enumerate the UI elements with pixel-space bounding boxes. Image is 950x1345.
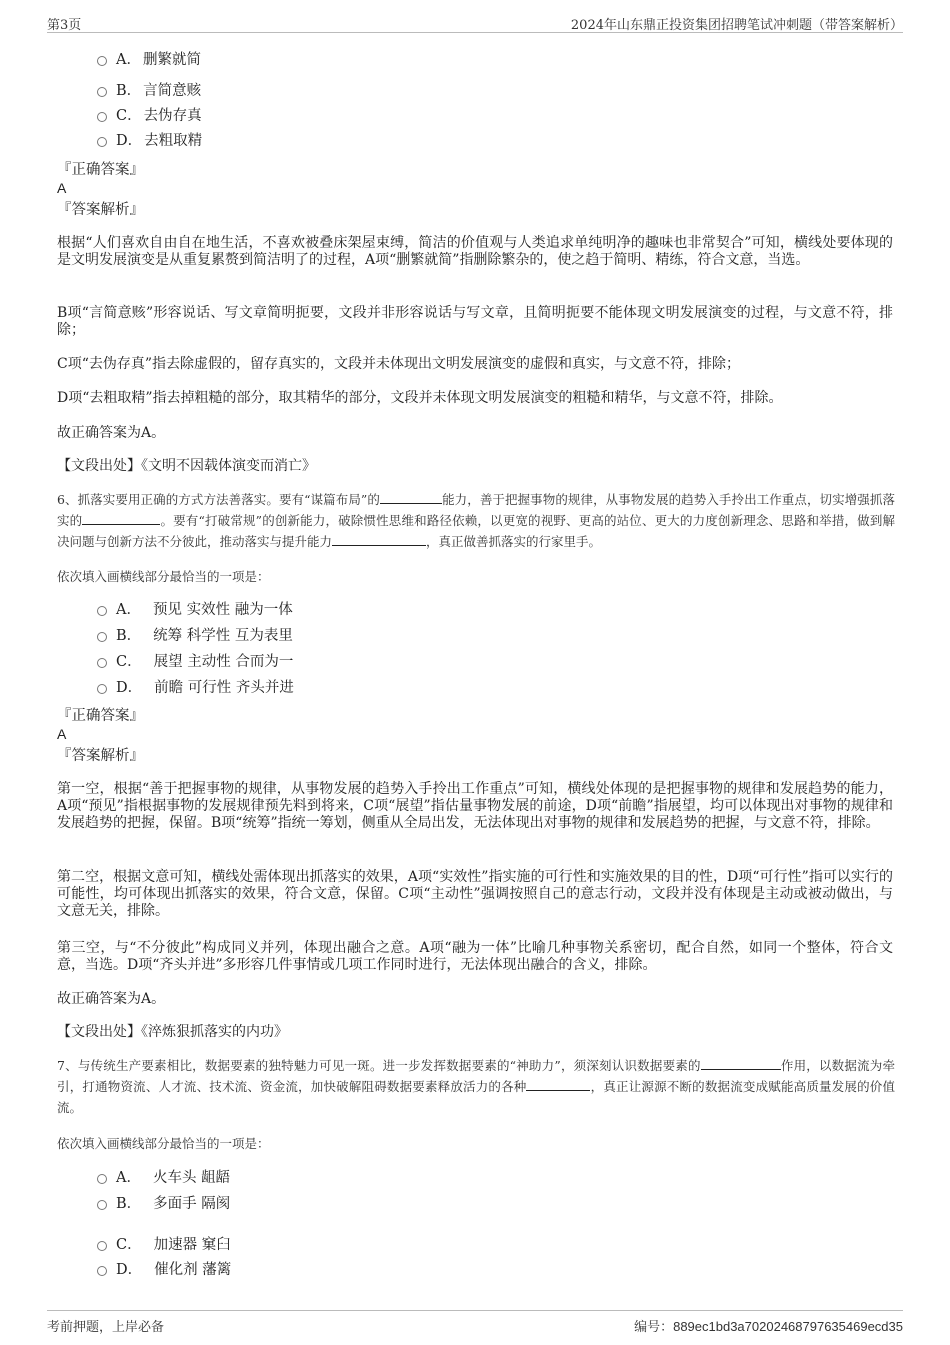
- q6-analysis-p3: 第三空，与“不分彼此”构成同义并列，体现出融合之意。A项“融为一体”比喻几种事物关系密切，配合自然，如同一个整体，符合文意，当选。D项“齐头并进”多形容几件事情或几项工作同时进行，无法体现出融合的含义，排除。: [57, 940, 893, 973]
- q6-analysis-label: 『答案解析』: [57, 748, 144, 764]
- page-header: [47, 10, 903, 33]
- option-letter: D．: [116, 1262, 143, 1278]
- option-letter: A．: [116, 602, 141, 618]
- radio-icon[interactable]: [97, 606, 107, 616]
- q7-option-c[interactable]: [97, 1235, 231, 1255]
- q7-option-b[interactable]: [97, 1194, 230, 1214]
- radio-icon[interactable]: [97, 56, 107, 66]
- q5-answer-label: 『正确答案』: [57, 162, 144, 178]
- q6-option-c[interactable]: [97, 652, 293, 672]
- radio-icon[interactable]: [97, 112, 107, 122]
- q6-blank-2: [82, 511, 160, 525]
- radio-icon[interactable]: [97, 1266, 107, 1276]
- q7-stem-part: 作用，以数据流为牵引，打通物资流、人才流、技术流、资金流，加快破解阻碍数据要素释放活力的各种: [57, 1058, 895, 1094]
- q7-prompt: 依次填入画横线部分最恰当的一项是：: [57, 1136, 270, 1151]
- option-letter: D．: [116, 133, 143, 149]
- q6-blank-3: [332, 532, 426, 546]
- q7-option-d[interactable]: [97, 1260, 231, 1280]
- q5-option-c[interactable]: [97, 106, 202, 126]
- radio-icon[interactable]: [97, 684, 107, 694]
- q6-answer-label: 『正确答案』: [57, 708, 144, 724]
- option-text: 去粗取精: [144, 133, 203, 149]
- document-title: 2024年山东鼎正投资集团招聘笔试冲刺题（带答案解析）: [570, 18, 903, 33]
- q6-analysis-p2: 第二空，根据文意可知，横线处需体现出抓落实的效果，A项“实效性”指实施的可行性和实施效果的目的性，D项“可行性”指可以实行的可能性，均可体现出抓落实的效果，符合文意，保留。C项“主动性”强调按照自己的意志行动，文段并没有体现是主动或被动做出，与文意无关，排除。: [57, 869, 893, 919]
- document-code: [634, 1316, 903, 1335]
- q5-analysis-p2: B项“言简意赅”形容说话、写文章简明扼要，文段并非形容说话与写文章，且简明扼要不能体现文明发展演变的过程，与文意不符，排除；: [57, 305, 893, 338]
- q5-source: 【文段出处】《文明不因载体演变而消亡》: [57, 458, 316, 474]
- q5-answer: A: [57, 180, 67, 196]
- code-value: 889ec1bd3a70202468797635469ecd35: [673, 1319, 903, 1334]
- q6-stem-part: ，真正做善抓落实的行家里手。: [426, 534, 602, 549]
- q7-option-a[interactable]: [97, 1168, 230, 1188]
- q5-analysis-p1: 根据“人们喜欢自由自在地生活，不喜欢被叠床架屋束缚，简洁的价值观与人类追求单纯明净的趣味也非常契合”可知，横线处要体现的是文明发展演变是从重复累赘到简洁明了的过程，A项“删繁就简”指删除繁杂的，使之趋于简明、精练，符合文意，当选。: [57, 235, 893, 268]
- q6-stem-part: 6、抓落实要用正确的方式方法善落实。要有“谋篇布局”的: [57, 492, 380, 507]
- option-letter: B．: [116, 628, 142, 644]
- radio-icon[interactable]: [97, 632, 107, 642]
- q6-stem-part: 能力，善于把握事物的规律，从事物发展的趋势入手拎出工作重点，切实增强抓落实的: [57, 492, 895, 528]
- page-footer: [47, 1310, 903, 1341]
- q6-stem-part: 。要有“打破常规”的创新能力，破除惯性思维和路径依赖，以更宽的视野、更高的站位、更大的力度创新理念、思路和举措，做到解决问题与创新方法不分彼此，推动落实与提升能力: [57, 513, 895, 549]
- q6-blank-1: [380, 490, 442, 504]
- option-text: 多面手 隔阂: [153, 1196, 231, 1212]
- q6-option-a[interactable]: [97, 600, 293, 620]
- option-letter: A．: [116, 1170, 141, 1186]
- q5-conclusion: 故正确答案为A。: [57, 425, 166, 441]
- option-text: 言简意赅: [143, 83, 202, 99]
- q6-option-d[interactable]: [97, 678, 294, 698]
- radio-icon[interactable]: [97, 1241, 107, 1251]
- option-text: 展望 主动性 合而为一: [153, 654, 294, 670]
- option-text: 催化剂 藩篱: [154, 1262, 232, 1278]
- radio-icon[interactable]: [97, 658, 107, 668]
- q5-option-a[interactable]: [97, 50, 201, 70]
- radio-icon[interactable]: [97, 137, 107, 147]
- footer-slogan: 考前押题，上岸必备: [47, 1320, 165, 1335]
- q7-stem-part: 7、与传统生产要素相比，数据要素的独特魅力可见一斑。进一步发挥数据要素的“神助力”，须深刻认识数据要素的: [57, 1058, 701, 1073]
- code-label: 编号：: [634, 1320, 674, 1335]
- radio-icon[interactable]: [97, 87, 107, 97]
- q7-blank-1: [701, 1056, 781, 1070]
- option-letter: A．: [116, 52, 141, 68]
- option-letter: D．: [116, 680, 143, 696]
- radio-icon[interactable]: [97, 1174, 107, 1184]
- option-letter: B．: [116, 1196, 142, 1212]
- option-text: 火车头 龃龉: [152, 1170, 231, 1186]
- q5-option-b[interactable]: [97, 81, 201, 101]
- q5-option-d[interactable]: [97, 131, 202, 151]
- option-text: 加速器 窠臼: [153, 1237, 231, 1253]
- option-text: 预见 实效性 融为一体: [152, 602, 293, 618]
- option-letter: C．: [116, 654, 142, 670]
- q6-analysis-p1: 第一空，根据“善于把握事物的规律，从事物发展的趋势入手拎出工作重点”可知，横线处体现的是把握事物的规律和发展趋势的能力，A项“预见”指根据事物的发展规律预先料到将来，C项“展望”指估量事物发展的前途，D项“前瞻”指展望，均可以体现出对事物的规律和发展趋势的把握，保留。B项“统筹”指统一筹划，侧重从全局出发，无法体现出对事物的规律和发展趋势的把握，与文意不符，排除。: [57, 781, 893, 831]
- radio-icon[interactable]: [97, 1200, 107, 1210]
- q5-analysis-p4: D项“去粗取精”指去掉粗糙的部分，取其精华的部分，文段并未体现文明发展演变的粗糙和精华，与文意不符，排除。: [57, 390, 783, 406]
- option-text: 前瞻 可行性 齐头并进: [154, 680, 294, 696]
- q6-option-b[interactable]: [97, 626, 293, 646]
- page-number: 第3页: [47, 18, 82, 33]
- option-text: 统筹 科学性 互为表里: [153, 628, 293, 644]
- option-text: 去伪存真: [143, 108, 202, 124]
- option-letter: C．: [116, 108, 142, 124]
- q6-stem: [57, 489, 895, 552]
- q6-prompt: 依次填入画横线部分最恰当的一项是：: [57, 569, 270, 584]
- q6-answer: A: [57, 726, 67, 742]
- q6-conclusion: 故正确答案为A。: [57, 991, 166, 1007]
- option-letter: B．: [116, 83, 142, 99]
- q7-blank-2: [526, 1077, 590, 1091]
- q5-analysis-p3: C项“去伪存真”指去除虚假的，留存真实的，文段并未体现出文明发展演变的虚假和真实，与文意不符，排除；: [57, 356, 741, 372]
- q7-stem: [57, 1055, 895, 1118]
- q7-stem-part: ，真正让源源不断的数据流变成赋能高质量发展的价值流。: [57, 1079, 895, 1115]
- q5-analysis-label: 『答案解析』: [57, 202, 144, 218]
- q6-source: 【文段出处】《淬炼狠抓落实的内功》: [57, 1024, 288, 1040]
- option-letter: C．: [116, 1237, 142, 1253]
- option-text: 删繁就简: [142, 52, 201, 68]
